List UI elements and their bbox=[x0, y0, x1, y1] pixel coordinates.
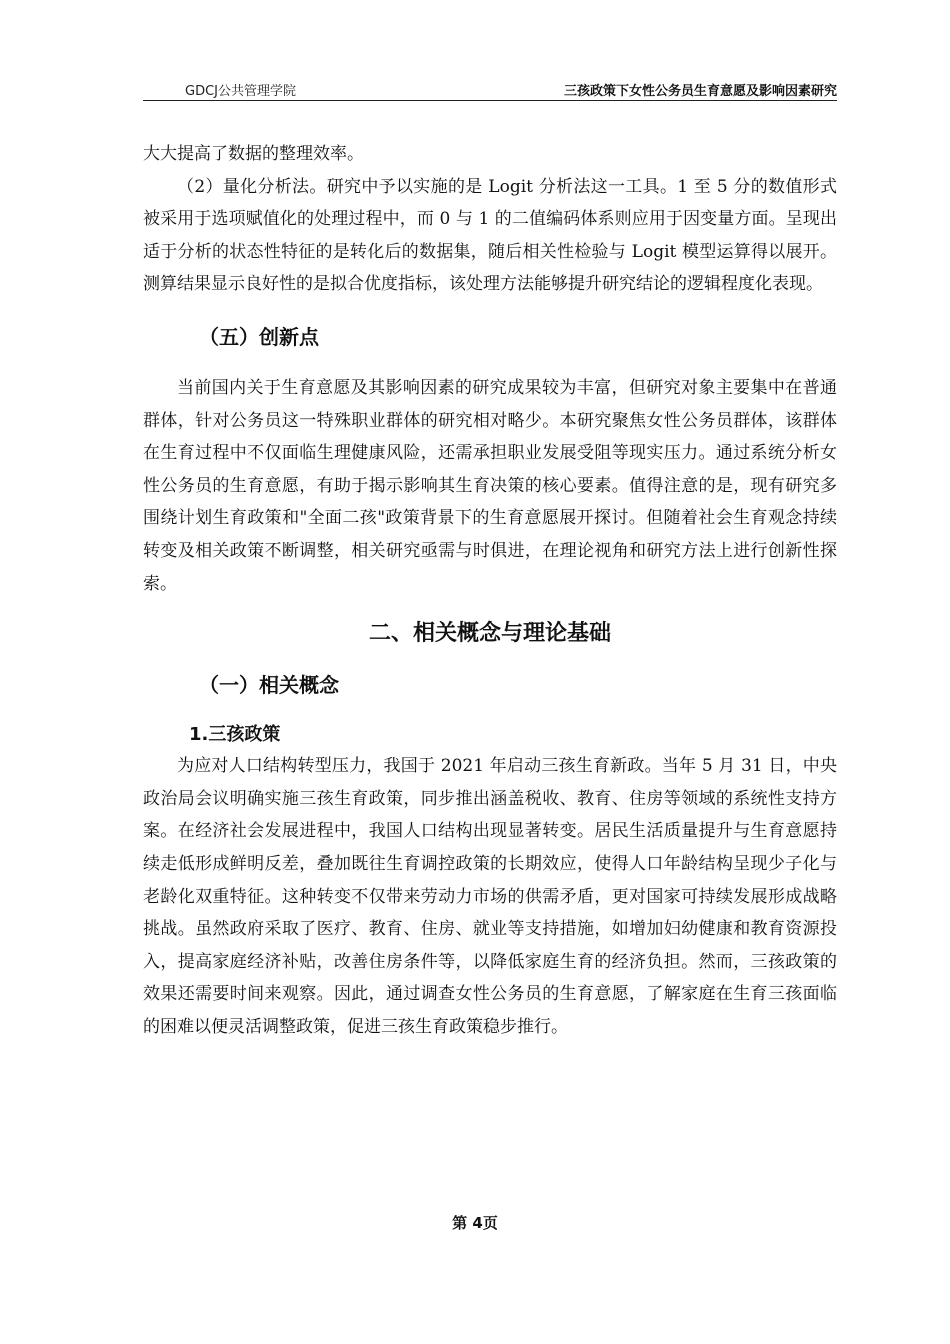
page-content bbox=[143, 138, 837, 1043]
section-heading-innovation: （五）创新点 bbox=[199, 324, 319, 349]
paragraph-innovation: 当前国内关于生育意愿及其影响因素的研究成果较为丰富，但研究对象主要集中在普通群体，针对公务员这一特殊职业群体的研究相对略少。本研究聚焦女性公务员群体，该群体在生育过程中不仅面临生理健康风险，还需承担职业发展受阻等现实压力。通过系统分析女性公务员的生育意愿，有助于揭示影响其生育决策的核心要素。值得注意的是，现有研究多围绕计划生育政策和"全面二孩"政策背景下的生育意愿展开探讨。但随着社会生育观念持续转变及相关政策不断调整，相关研究亟需与时俱进，在理论视角和研究方法上进行创新性探索。 bbox=[143, 377, 837, 594]
header-institution: GDCJ公共管理学院 bbox=[185, 84, 296, 99]
page-number: 第 4页 bbox=[452, 1214, 498, 1232]
paragraph-quantitative-method: （2）量化分析法。研究中予以实施的是 Logit 分析法这一工具。1 至 5 分的数值形式被采用于选项赋值化的处理过程中，而 0 与 1 的二值编码体系则应用于因变量方面。呈现出适于分析的状态性特征的是转化后的数据集，随后相关性检验与 Logit 模型运算得以展开。测算结果显示良好性的是拟合优度指标，该处理方法能够提升研究结论的逻辑程度化表现。 bbox=[143, 176, 837, 295]
header-paper-title: 三孩政策下女性公务员生育意愿及影响因素研究 bbox=[563, 84, 837, 99]
subsection-heading-three-child-policy: 1.三孩政策 bbox=[189, 724, 281, 746]
chapter-heading-concepts-theory: 二、相关概念与理论基础 bbox=[368, 621, 611, 647]
page-header bbox=[143, 78, 837, 101]
paragraph-three-child-policy: 为应对人口结构转型压力，我国于 2021 年启动三孩生育新政。当年 5 月 31 日，中央政治局会议明确实施三孩生育政策，同步推出涵盖税收、教育、住房等领域的系统性支持方案。在经济社会发展进程中，我国人口结构出现显著转变。居民生活质量提升与生育意愿持续走低形成鲜明反差，叠加既往生育调控政策的长期效应，使得人口年龄结构呈现少子化与老龄化双重特征。这种转变不仅带来劳动力市场的供需矛盾，更对国家可持续发展形成战略挑战。虽然政府采取了医疗、教育、住房、就业等支持措施，如增加妇幼健康和教育资源投入，提高家庭经济补贴，改善住房条件等，以降低家庭生育的经济负担。然而，三孩政策的效果还需要时间来观察。因此，通过调查女性公务员的生育意愿，了解家庭在生育三孩面临的困难以便灵活调整政策，促进三孩生育政策稳步推行。 bbox=[143, 756, 837, 1037]
section-heading-related-concepts: （一）相关概念 bbox=[199, 673, 339, 698]
paragraph-continued: 大大提高了数据的整理效率。 bbox=[143, 144, 364, 164]
